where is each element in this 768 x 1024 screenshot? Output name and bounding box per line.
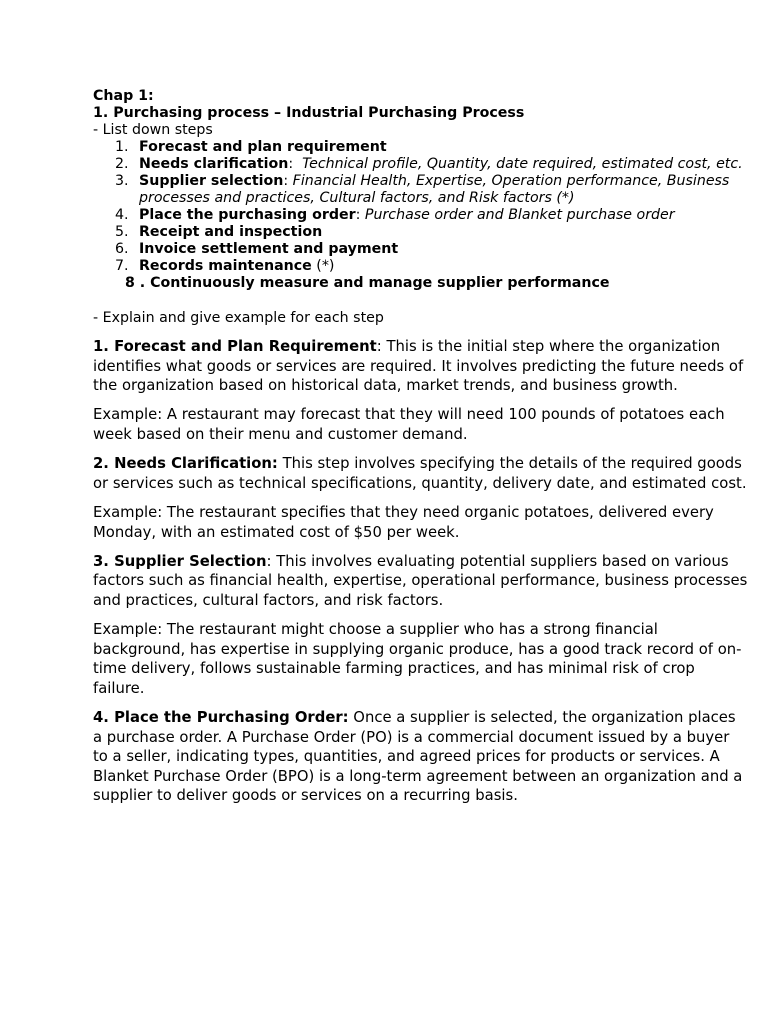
step-number: 1. (115, 139, 129, 155)
section-text: Once a supplier is selected, the organization places a purchase order. A Purchase Order (PO) is a commercial document issued by a buyer to a seller, indicating types, quantities, and agreed prices for products or services. A Blanket Purchase Order (BPO) is a long-term agreement between an organization and a supplier to deliver goods or services on a recurring basis. (93, 709, 743, 805)
step-item (93, 224, 748, 241)
step-suffix: (*) (311, 258, 335, 274)
step-item (93, 241, 748, 258)
example-paragraph: Example: A restaurant may forecast that they will need 100 pounds of potatoes each week based on their menu and customer demand. (93, 406, 725, 443)
step-item (93, 173, 748, 207)
step-title: Place the purchasing order (139, 207, 356, 223)
step-item (93, 258, 748, 275)
example-paragraph: Example: The restaurant specifies that they need organic potatoes, delivered every Monday, with an estimated cost of $50 per week. (93, 503, 714, 541)
step-number: 5. (115, 224, 129, 240)
section-text: This step involves specifying the details of the required goods or services such as technical specifications, quantity, delivery date, and estimated cost. (93, 455, 747, 492)
step-number: 4. (115, 207, 129, 223)
step-detail: Purchase order and Blanket purchase order (364, 207, 675, 223)
section-heading: 3. Supplier Selection (93, 552, 267, 570)
step-item (93, 139, 748, 156)
step-title: Needs clarification (139, 156, 289, 172)
step-title: Forecast and plan requirement (139, 139, 387, 155)
step-item (93, 207, 748, 224)
section-heading: 1. Forecast and Plan Requirement (93, 338, 377, 355)
step-separator: : (283, 173, 293, 189)
chapter-label: Chap 1: (93, 88, 154, 104)
section-paragraph (93, 454, 748, 493)
step-separator: : (355, 207, 365, 223)
section-heading: 4. Place the Purchasing Order: (93, 709, 349, 727)
step-number: 7. (115, 258, 129, 274)
step-number: 6. (115, 241, 129, 257)
step-title: Supplier selection (139, 173, 284, 189)
list-intro: - List down steps (93, 122, 213, 138)
explanations (93, 337, 748, 806)
explain-intro: - Explain and give example for each step (93, 310, 384, 326)
step-title: Receipt and inspection (139, 224, 323, 240)
step-title: Invoice settlement and payment (139, 241, 399, 257)
step-number: 3. (115, 173, 129, 189)
step-number: 2. (115, 156, 129, 172)
step-item (93, 156, 748, 173)
step-title: Records maintenance (139, 258, 312, 274)
example-paragraph: Example: The restaurant might choose a supplier who has a strong financial background, has expertise in supplying organic produce, has a good track record of on-time delivery, follows sustainable farming practices, and has minimal risk of crop failure. (93, 621, 742, 697)
steps-list (93, 139, 748, 275)
section-paragraph (93, 708, 748, 806)
section-paragraph (93, 552, 748, 611)
outline (93, 88, 748, 292)
step-detail: Financial Health, Expertise, Operation performance, Business processes and practices, Cultural factors, and Risk factors (*) (139, 173, 730, 206)
section-heading: 2. Needs Clarification: (93, 455, 278, 473)
section-paragraph (93, 337, 748, 396)
step-detail: Technical profile, Quantity, date required, estimated cost, etc. (302, 156, 743, 172)
section-separator: : (266, 552, 277, 570)
step-separator: : (288, 156, 303, 172)
section-text: This is the initial step where the organization identifies what goods or services are required. It involves predicting the future needs of the organization based on historical data, market trends, and business growth. (93, 338, 744, 395)
section-text: This involves evaluating potential suppliers based on various factors such as financial health, expertise, operational performance, business processes and practices, cultural factors, and risk factors. (93, 552, 748, 609)
step-eight: 8 . Continuously measure and manage supplier performance (125, 275, 610, 291)
outline-heading: 1. Purchasing process – Industrial Purchasing Process (93, 105, 525, 121)
section-separator: : (376, 338, 387, 355)
